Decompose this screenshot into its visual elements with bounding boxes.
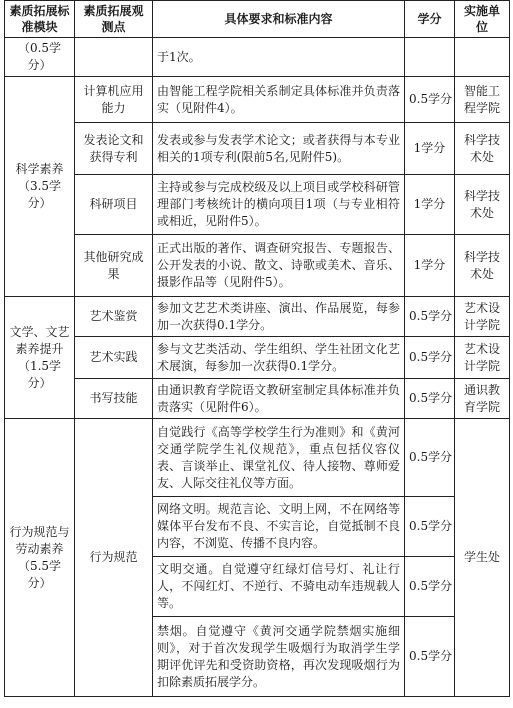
unit-cell: 科学技术处: [455, 175, 510, 235]
unit-cell: 艺术设计学院: [455, 297, 510, 337]
table-row: [5, 175, 510, 235]
table-row: [5, 379, 510, 419]
table-row: [5, 77, 510, 123]
requirement-cell: 发表或参与发表学术论文；或者获得与本专业相关的1项专利(限前5名,见附件5)。: [153, 123, 405, 175]
point-cell: 艺术实践: [75, 337, 153, 379]
header-score: 学分: [405, 1, 455, 38]
table-row: [5, 123, 510, 175]
unit-cell: 科学技术处: [455, 235, 510, 297]
unit-cell: [455, 38, 510, 77]
unit-cell: 科学技术处: [455, 123, 510, 175]
unit-cell: 学生处: [455, 419, 510, 697]
requirement-cell: 由智能工程学院相关系制定具体标准并负责落实（见附件4）。: [153, 77, 405, 123]
module-cell: 行为规范与劳动素养（5.5学分）: [5, 419, 75, 697]
score-cell: 0.5学分: [405, 379, 455, 419]
table-row: [5, 38, 510, 77]
point-cell: [75, 38, 153, 77]
header-requirement: 具体要求和标准内容: [153, 1, 405, 38]
unit-cell: 通识教育学院: [455, 379, 510, 419]
header-point: 素质拓展观测点: [75, 1, 153, 38]
header-unit: 实施单位: [455, 1, 510, 38]
module-cell: 文学、文艺素养提升（1.5学分）: [5, 297, 75, 419]
requirement-cell: 由通识教育学院语文教研室制定具体标准并负责落实（见附件6）。: [153, 379, 405, 419]
unit-cell: 艺术设计学院: [455, 337, 510, 379]
table-row: [5, 297, 510, 337]
point-cell: 行为规范: [75, 419, 153, 697]
score-cell: 0.5学分: [405, 337, 455, 379]
requirement-cell: 禁烟。自觉遵守《黄河交通学院禁烟实施细则》，对于首次发现学生吸烟行为取消学生学期评优评先和受资助资格，再次发现吸烟行为扣除素质拓展学分。: [153, 617, 405, 697]
score-cell: 0.5学分: [405, 419, 455, 497]
point-cell: 艺术鉴赏: [75, 297, 153, 337]
requirement-cell: 文明交通。自觉遵守红绿灯信号灯、礼让行人，不闯红灯、不逆行、不骑电动车违规载人等。: [153, 557, 405, 617]
module-cell: 科学素养（3.5学分）: [5, 77, 75, 297]
score-cell: 0.5学分: [405, 77, 455, 123]
point-cell: 书写技能: [75, 379, 153, 419]
requirement-cell: 主持或参与完成校级及以上项目或学校科研管理部门考核统计的横向项目1项（与专业相符或相近，见附件5）。: [153, 175, 405, 235]
table-row: [5, 419, 510, 497]
requirement-cell: 参加文艺艺术类讲座、演出、作品展览，每参加一次获得0.1学分。: [153, 297, 405, 337]
requirement-cell: 正式出版的著作、调查研究报告、专题报告、公开发表的小说、散文、诗歌或美术、音乐、摄影作品等（见附件5）。: [153, 235, 405, 297]
header-module: 素质拓展标准模块: [5, 1, 75, 38]
requirement-cell: 自觉践行《高等学校学生行为准则》和《黄河交通学院学生礼仪规范》，重点包括仪容仪表、言谈举止、课堂礼仪、待人接物、尊师爱友、人际交往礼仪等方面。: [153, 419, 405, 497]
table-row: [5, 235, 510, 297]
point-cell: 科研项目: [75, 175, 153, 235]
table-row: [5, 337, 510, 379]
unit-cell: 智能工程学院: [455, 77, 510, 123]
point-cell: 计算机应用能力: [75, 77, 153, 123]
score-cell: [405, 38, 455, 77]
score-cell: 0.5学分: [405, 617, 455, 697]
score-cell: 0.5学分: [405, 497, 455, 557]
point-cell: 其他研究成果: [75, 235, 153, 297]
point-cell: 发表论文和获得专利: [75, 123, 153, 175]
score-cell: 1学分: [405, 235, 455, 297]
score-cell: 0.5学分: [405, 297, 455, 337]
score-cell: 0.5学分: [405, 557, 455, 617]
requirement-cell: 参与文艺类活动、学生组织、学生社团文化艺术展演，每参加一次获得0.1学分。: [153, 337, 405, 379]
module-cell: （0.5学分）: [5, 38, 75, 77]
score-cell: 1学分: [405, 175, 455, 235]
requirement-cell: 于1次。: [153, 38, 405, 77]
standards-table: [4, 0, 510, 697]
score-cell: 1学分: [405, 123, 455, 175]
requirement-cell: 网络文明。规范言论、文明上网，不在网络等媒体平台发布不良、不实言论，自觉抵制不良内容，不浏览、传播不良内容。: [153, 497, 405, 557]
